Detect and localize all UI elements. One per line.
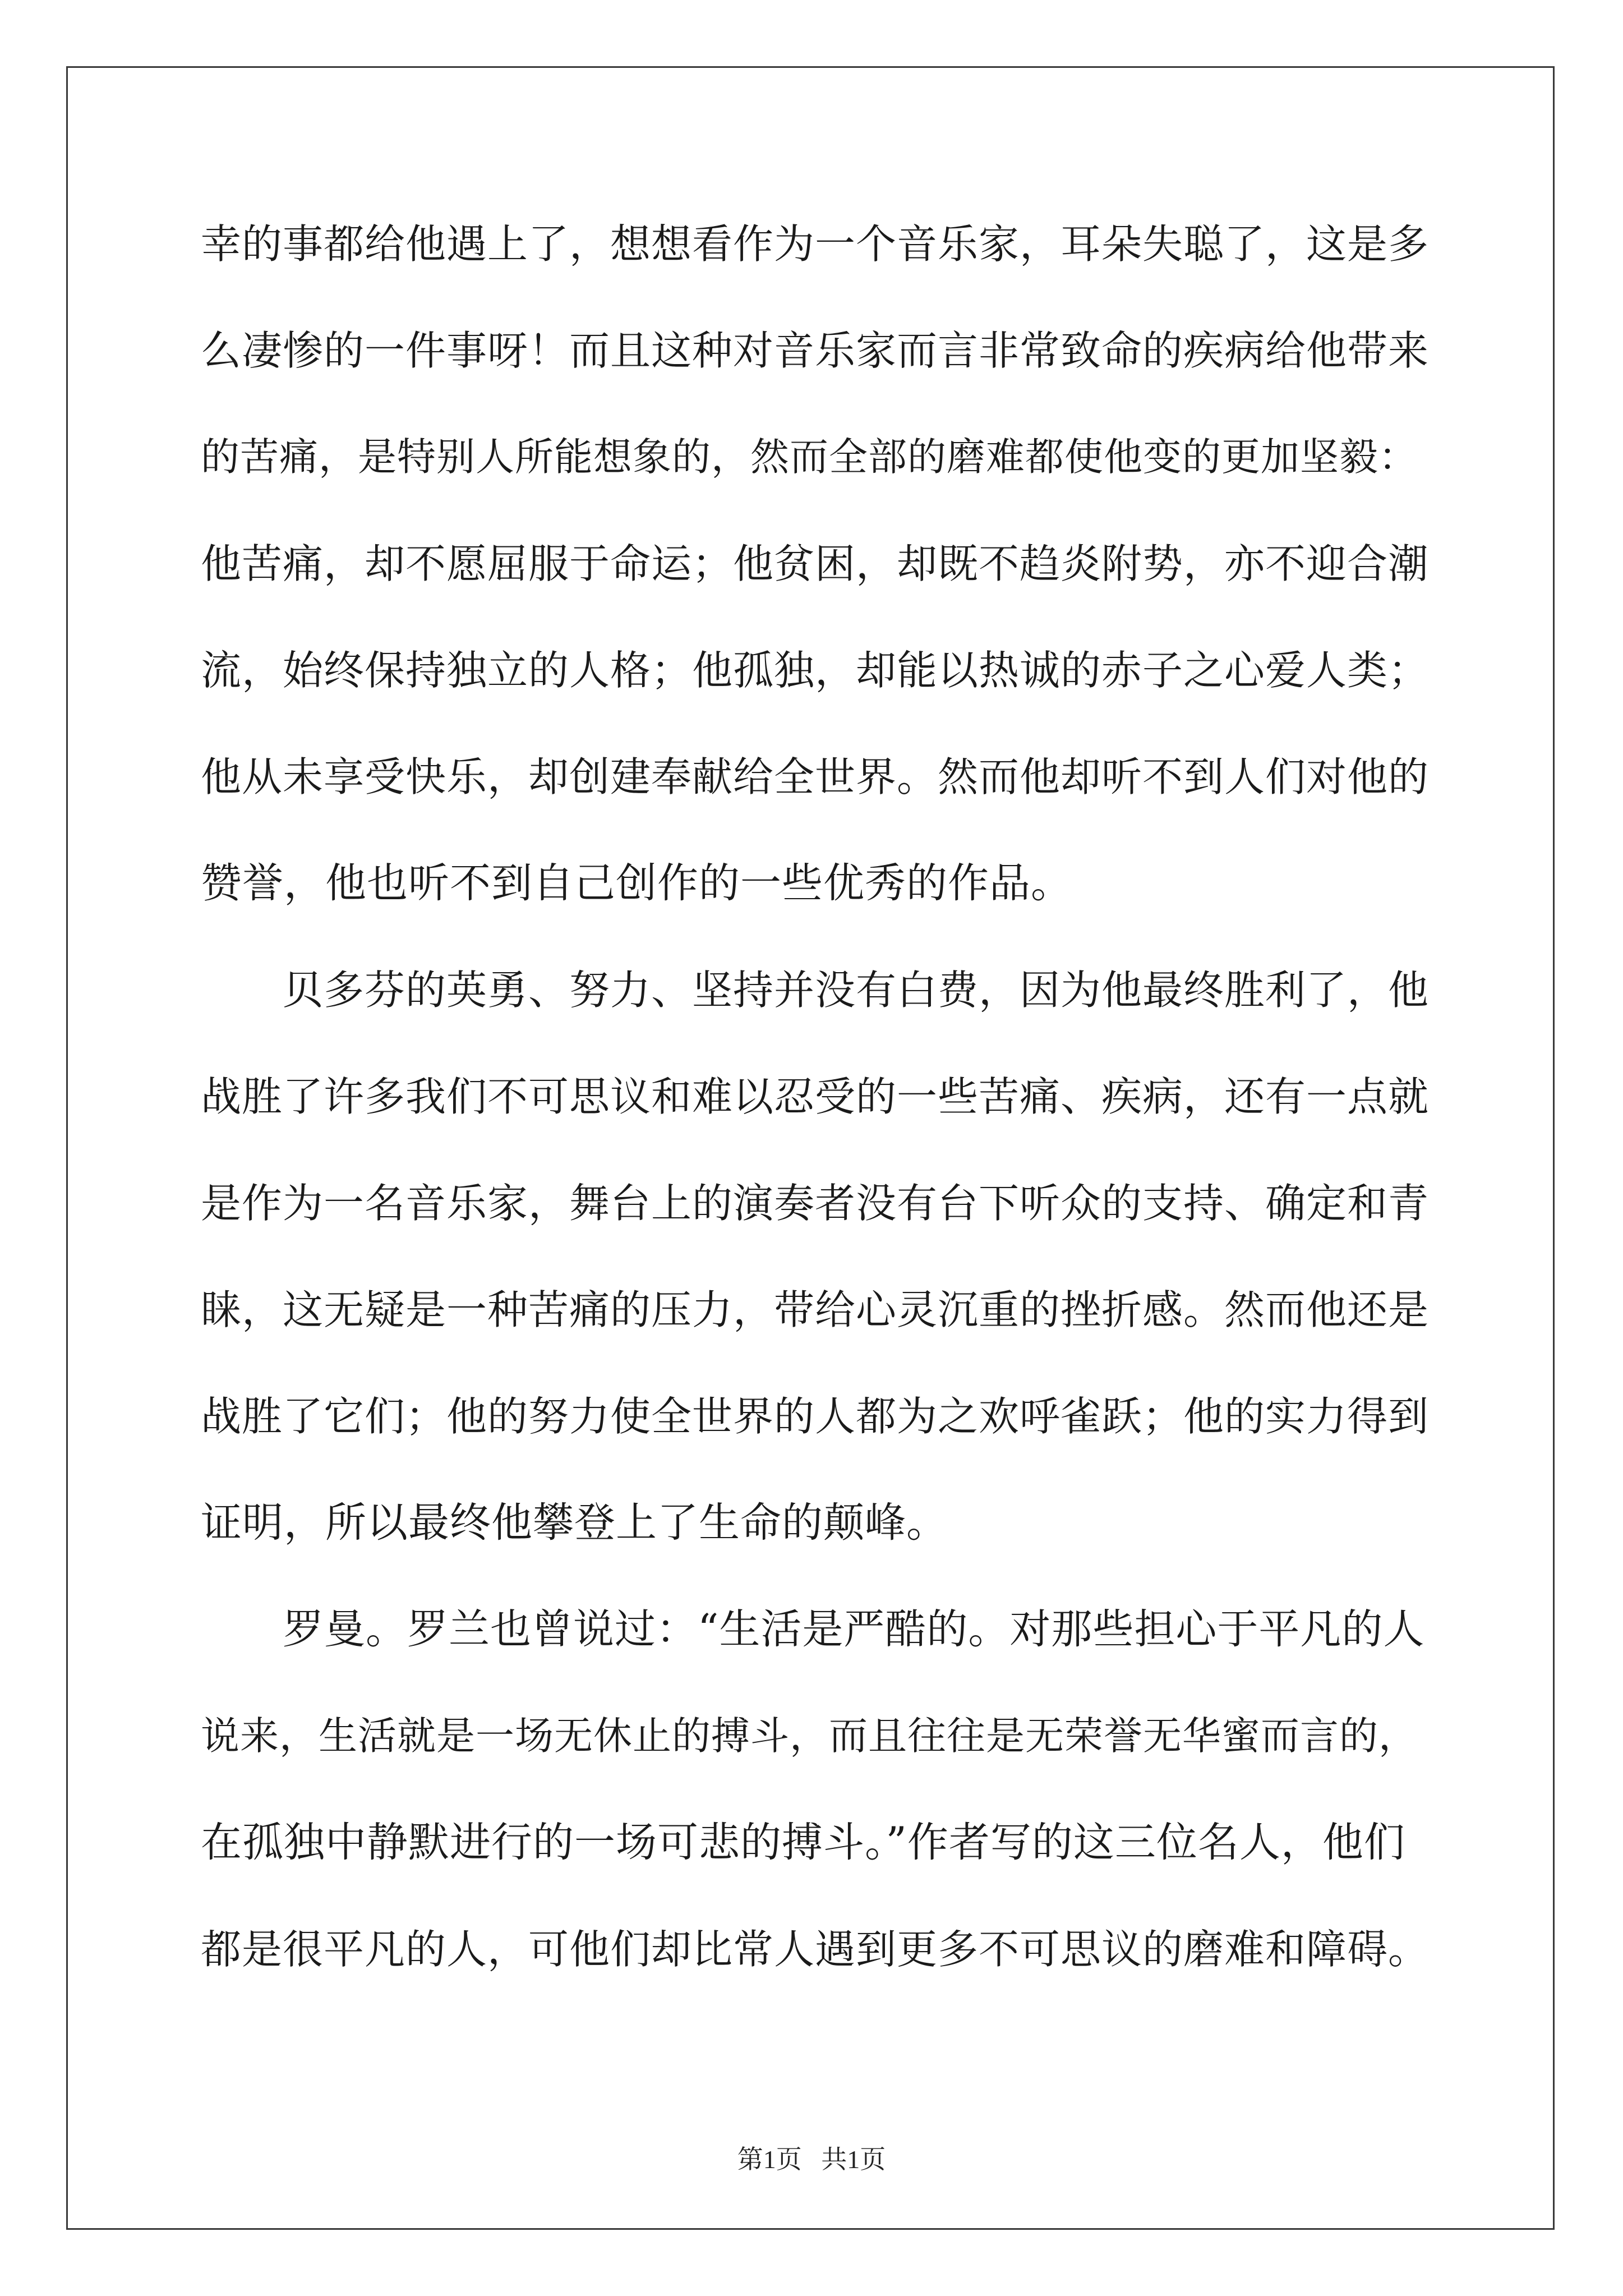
text-line-indented: 贝多芬的英勇、努力、坚持并没有白费，因为他最终胜利了，他: [283, 967, 1430, 1014]
text-line: 在孤独中静默进行的一场可悲的搏斗。”作者写的这三位名人，他们: [201, 1819, 1405, 1866]
text-line: 睐，这无疑是一种苦痛的压力，带给心灵沉重的挫折感。然而他还是: [201, 1286, 1430, 1333]
text-line-indented: 罗曼。罗兰也曾说过：“生活是严酷的。对那些担心于平凡的人: [283, 1605, 1425, 1653]
page-total: 共1页: [821, 2145, 886, 2174]
text-line: 赞誉，他也听不到自己创作的一些优秀的作品。: [201, 859, 1072, 907]
text-line: 证明，所以最终他攀登上了生命的颠峰。: [201, 1499, 948, 1547]
text-line: 说来，生活就是一场无休止的搏斗，而且往往是无荣誉无华蜜而言的，: [201, 1714, 1418, 1759]
text-line: 么凄惨的一件事呀！而且这种对音乐家而言非常致命的疾病给他带来: [201, 327, 1430, 374]
text-line: 流，始终保持独立的人格；他孤独，却能以热诚的赤子之心爱人类；: [201, 647, 1430, 694]
text-line: 他苦痛，却不愿屈服于命运；他贫困，却既不趋炎附势，亦不迎合潮: [201, 540, 1430, 587]
text-line: 都是很平凡的人，可他们却比常人遇到更多不可思议的磨难和障碍。: [201, 1926, 1430, 1973]
text-line: 战胜了它们；他的努力使全世界的人都为之欢呼雀跃；他的实力得到: [201, 1393, 1430, 1440]
page-footer: [0, 2143, 1623, 2177]
page-number: 第1页: [737, 2145, 802, 2174]
text-line: 是作为一名音乐家，舞台上的演奏者没有台下听众的支持、确定和青: [201, 1180, 1430, 1227]
text-line: 的苦痛，是特别人所能想象的，然而全部的磨难都使他变的更加坚毅：: [201, 435, 1418, 480]
text-line: 他从未享受快乐，却创建奉献给全世界。然而他却听不到人们对他的: [201, 753, 1430, 800]
text-line: 幸的事都给他遇上了，想想看作为一个音乐家，耳朵失聪了，这是多: [201, 220, 1430, 268]
text-line: 战胜了许多我们不可思议和难以忍受的一些苦痛、疾病，还有一点就: [201, 1073, 1430, 1120]
